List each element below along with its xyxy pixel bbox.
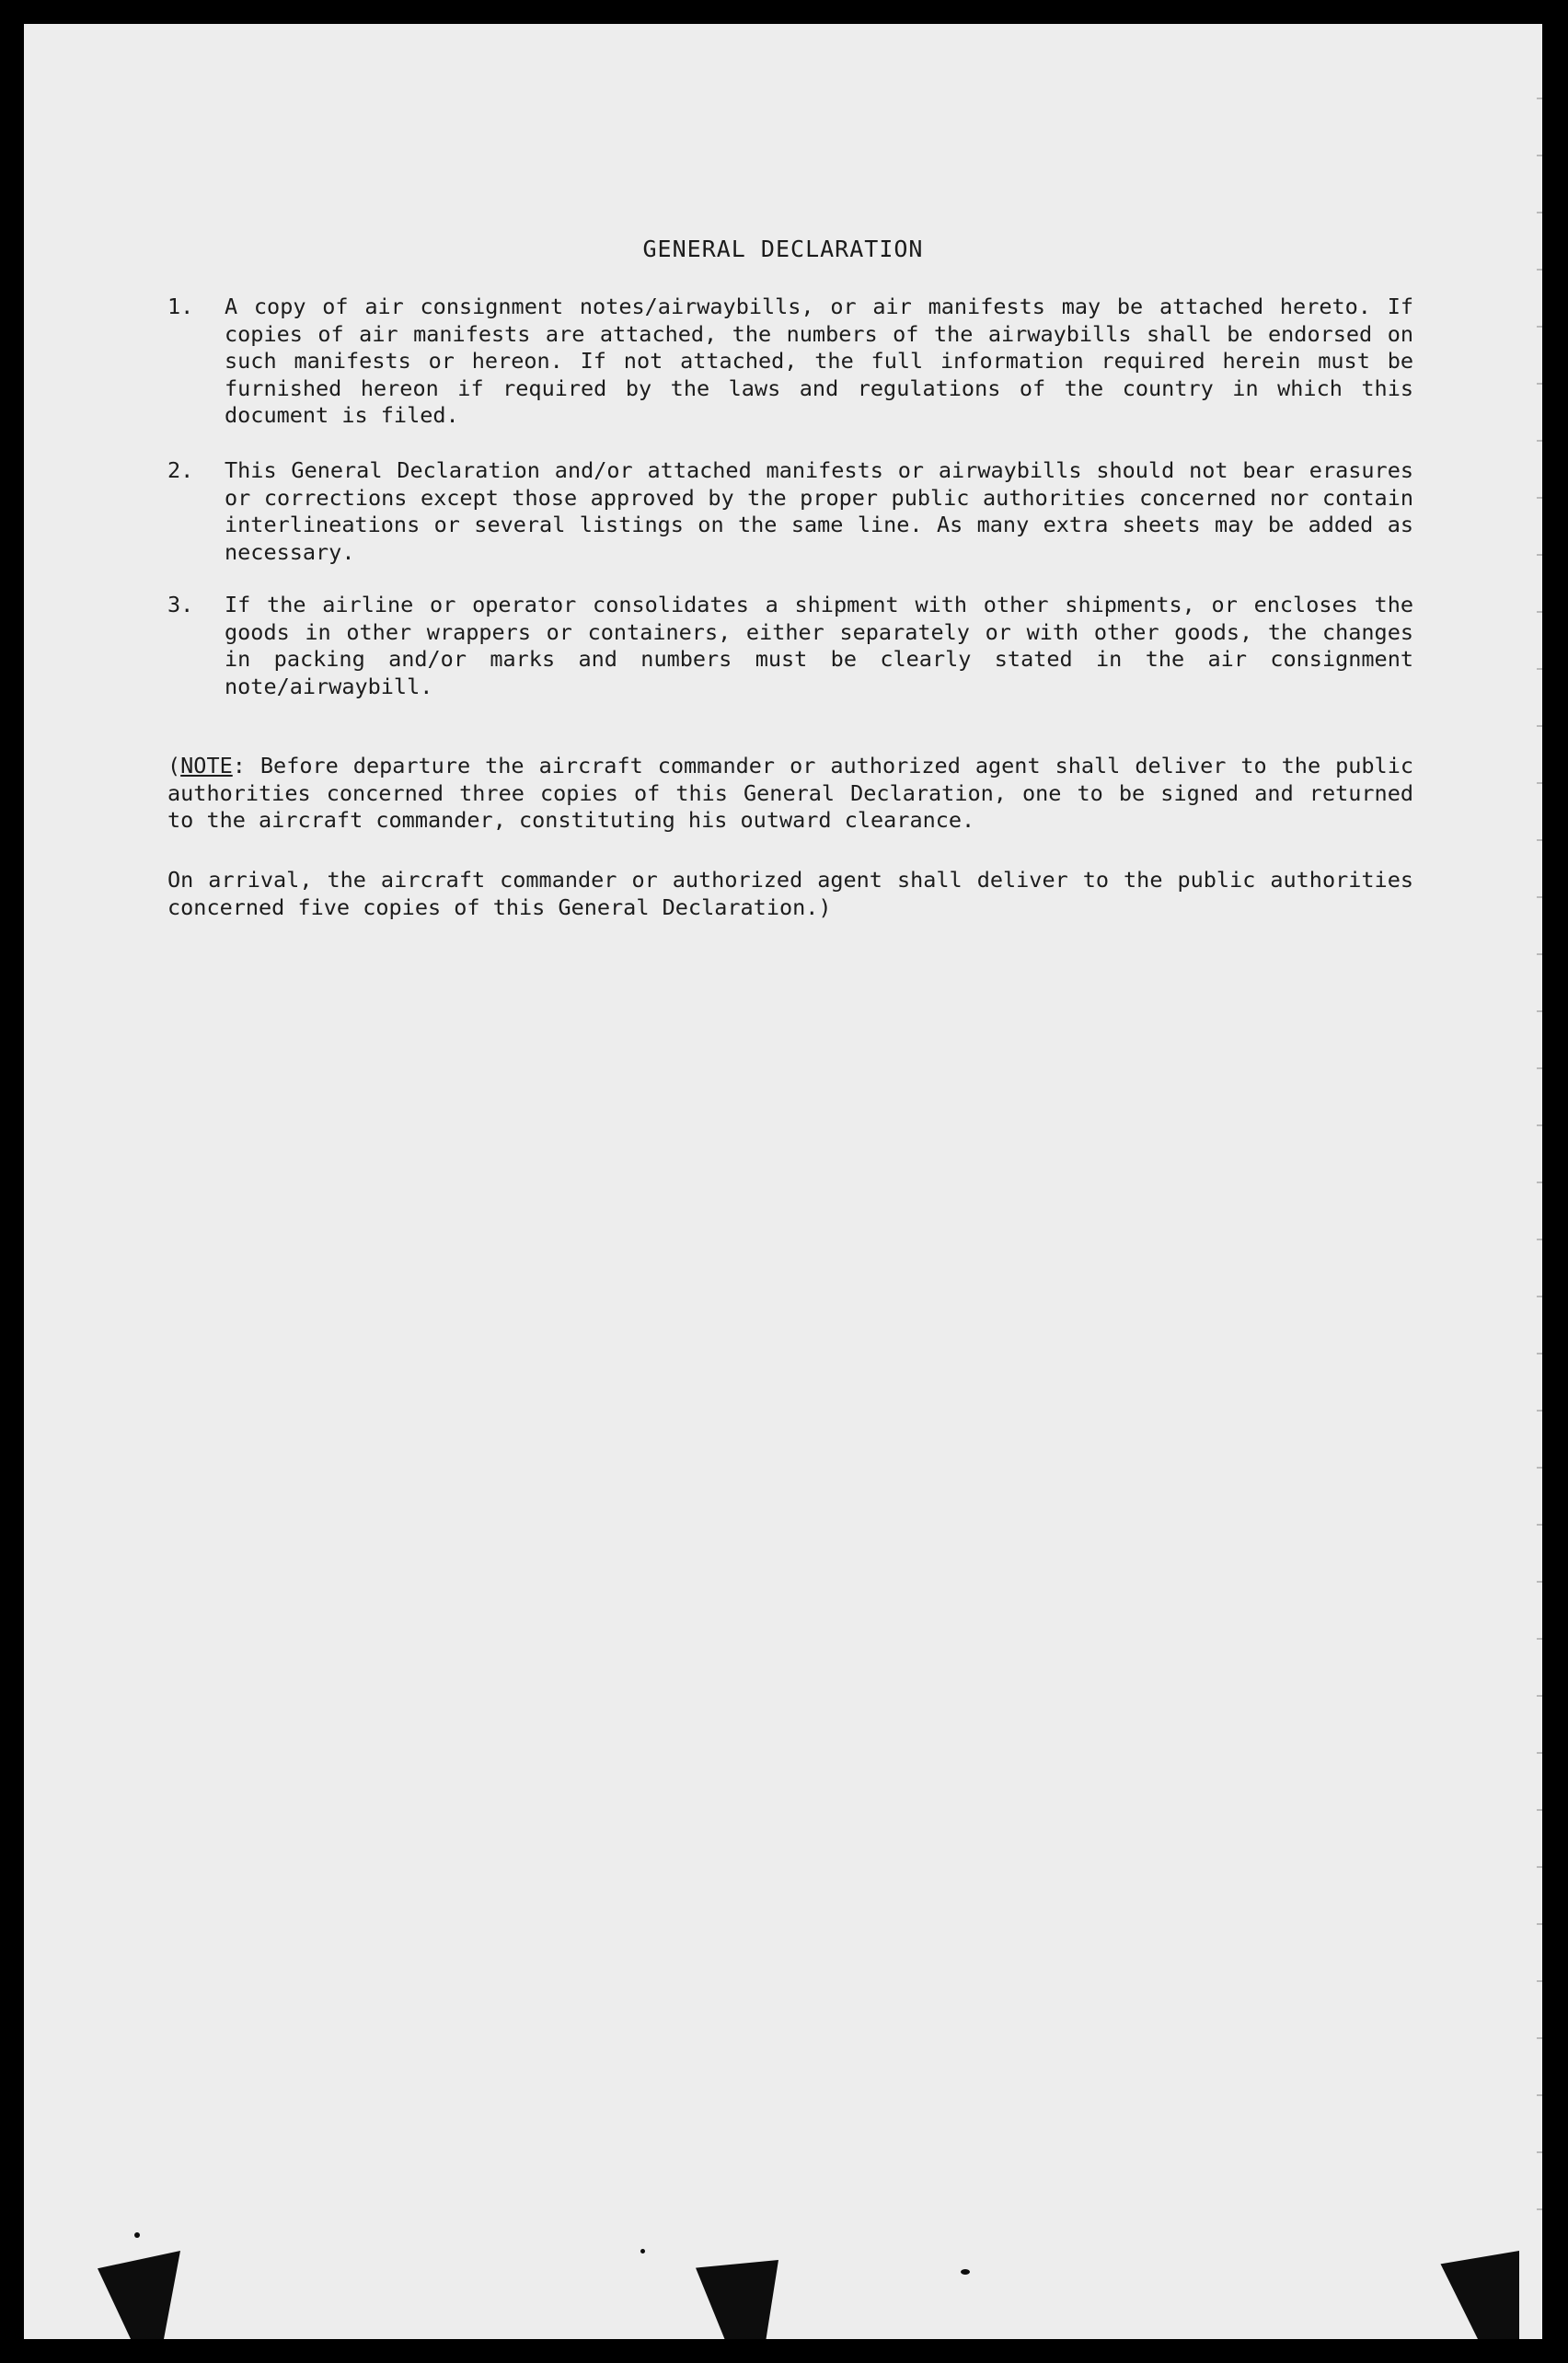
note-open-paren: ( (167, 753, 181, 778)
scan-blot (98, 2251, 180, 2339)
note-label: NOTE (180, 753, 233, 778)
arrival-note: On arrival, the aircraft commander or authorized agent shall deliver to the public authorities concerned five copies of this General Declaration.) (167, 867, 1413, 920)
scan-blot (696, 2260, 778, 2339)
item-number: 2. (167, 457, 194, 483)
item-text: If the airline or operator consolidates a shipment with other shipments, or encloses the goods in other wrappers or containers, either separately or with other goods, the changes in packing and/or marks and numbers must be clearly stated in the air consignment note/airwaybill. (225, 592, 1413, 699)
note-colon: : (232, 753, 246, 778)
document-title: GENERAL DECLARATION (642, 236, 924, 262)
item-text: This General Declaration and/or attached manifests or airwaybills should not bear erasures or corrections except those approved by the proper public authorities concerned nor contain interlineations or several listings on the same line. As many extra sheets may be added as necessary. (225, 457, 1413, 565)
scan-speck (134, 2232, 140, 2238)
scan-edge-marks (1537, 42, 1542, 2251)
scan-speck (961, 2269, 970, 2275)
scan-blot (1436, 2251, 1519, 2339)
item-number: 1. (167, 294, 194, 319)
item-number: 3. (167, 592, 194, 617)
item-text: A copy of air consignment notes/airwaybills, or air manifests may be attached hereto. If copies of air manifests are attached, the numbers of the airwaybills shall be endorsed on such manifests or hereon. If not attached, the full information required herein must be furnished hereon if required by the laws and regulations of the country in which this document is filed. (225, 294, 1413, 428)
document-page (24, 24, 1542, 2339)
departure-note (167, 753, 1413, 835)
note-text: Before departure the aircraft commander or authorized agent shall deliver to the public authorities concerned three copies of this General Declaration, one to be signed and returned to the aircraft commander, constituting his outward clearance. (167, 753, 1413, 833)
scan-speck (640, 2249, 645, 2253)
